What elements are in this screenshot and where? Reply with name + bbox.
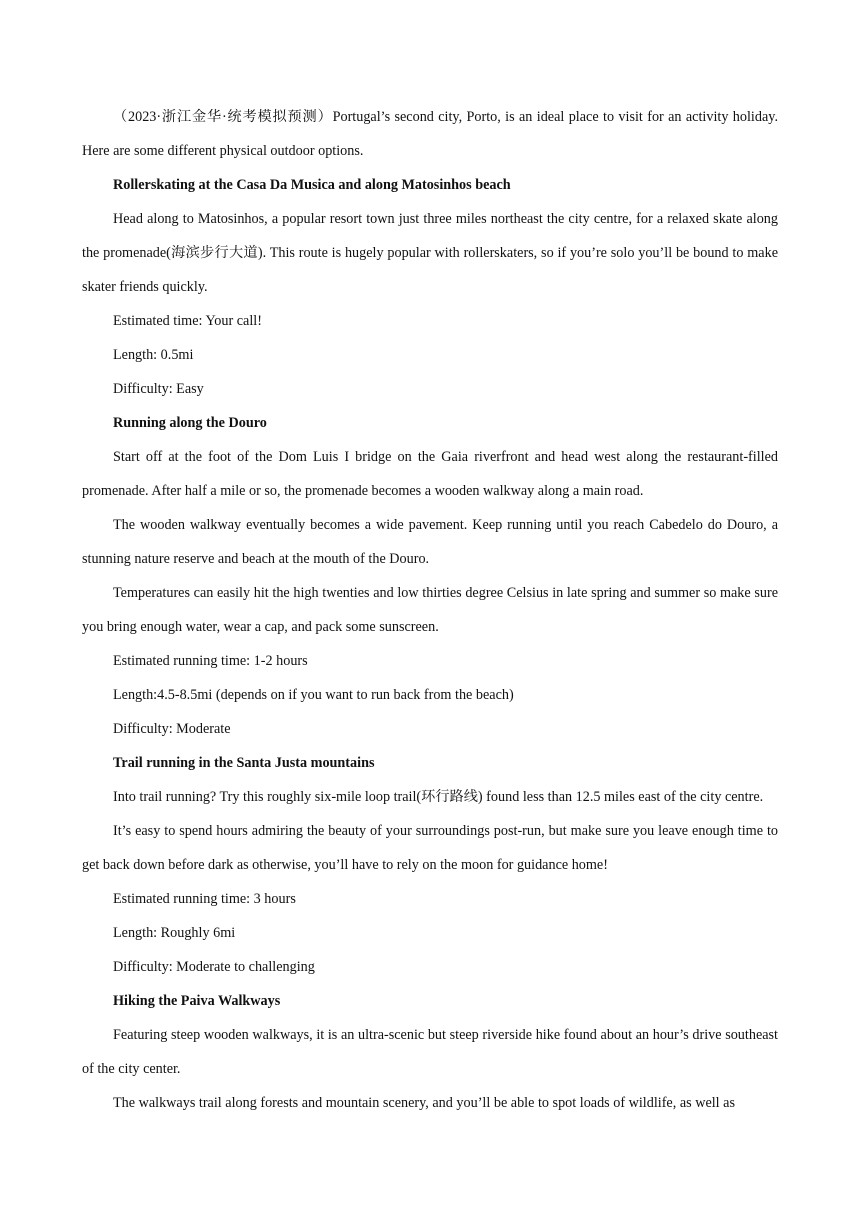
running-description-2: The wooden walkway eventually becomes a wide pavement. Keep running until you reach Cabedelo do Douro, a stunning nature reserve and beach at the mouth of the Douro. [82,517,778,567]
trail-description-2: It’s easy to spend hours admiring the beauty of your surroundings post-run, but make sure you leave enough time to get back down before dark as otherwise, you’ll have to rely on the moon for guidance home! [82,823,778,873]
running-description-1: Start off at the foot of the Dom Luis I bridge on the Gaia riverfront and head west along the restaurant-filled promenade. After half a mile or so, the promenade becomes a wooden walkway along a main road. [82,449,778,499]
running-description-3: Temperatures can easily hit the high twenties and low thirties degree Celsius in late spring and summer so make sure you bring enough water, wear a cap, and pack some sunscreen. [82,585,778,635]
document-page [82,100,778,1120]
section-heading-running: Running along the Douro [113,415,267,431]
section-heading-trail-running: Trail running in the Santa Justa mountains [113,755,375,771]
trail-description-1: Into trail running? Try this roughly six-mile loop trail(环行路线) found less than 12.5 miles east of the city centre. [113,789,764,805]
trail-difficulty: Difficulty: Moderate to challenging [113,959,315,975]
hiking-description-2: The walkways trail along forests and mountain scenery, and you’ll be able to spot loads of wildlife, as well as [113,1095,735,1111]
rollerskating-difficulty: Difficulty: Easy [113,381,204,397]
trail-time: Estimated running time: 3 hours [113,891,296,907]
running-length: Length:4.5-8.5mi (depends on if you want to run back from the beach) [113,687,514,703]
section-heading-hiking: Hiking the Paiva Walkways [113,993,281,1009]
intro-paragraph: （2023·浙江金华·统考模拟预测）Portugal’s second city, Porto, is an ideal place to visit for an activity holiday. Here are some different physical outdoor options. [82,109,778,159]
hiking-description-1: Featuring steep wooden walkways, it is an ultra-scenic but steep riverside hike found about an hour’s drive southeast of the city center. [82,1027,778,1077]
section-heading-rollerskating: Rollerskating at the Casa Da Musica and along Matosinhos beach [113,177,511,193]
rollerskating-length: Length: 0.5mi [113,347,194,363]
trail-length: Length: Roughly 6mi [113,925,236,941]
running-time: Estimated running time: 1-2 hours [113,653,308,669]
running-difficulty: Difficulty: Moderate [113,721,231,737]
rollerskating-time: Estimated time: Your call! [113,313,262,329]
rollerskating-description: Head along to Matosinhos, a popular resort town just three miles northeast the city centre, for a relaxed skate along the promenade(海滨步行大道). This route is hugely popular with rollerskaters, so if you’re solo you’ll be bound to make skater friends quickly. [82,211,778,295]
